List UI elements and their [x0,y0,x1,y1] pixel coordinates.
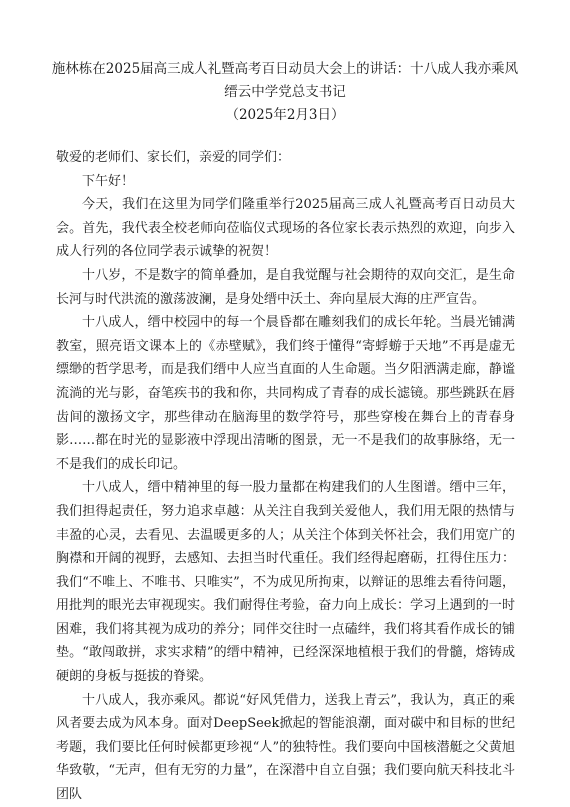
greeting: 下午好！ [82,173,135,189]
title-line-2: 缙云中学党总支书记 [224,84,346,100]
title-date: （2025年2月3日） [225,107,345,123]
paragraph: 十八成人，缙中精神里的每一股力量都在构建我们的人生图谱。缙中三年，我们担得起责任，努力追求卓越：从关注自我到关爱他人，我们用无限的热情与丰盈的心灵，去看见、去温暖更多的人；从关注个体到关怀社会，我们用宽广的胸襟和开阔的视野，去感知、去担当时代重任。我们经得起磨砺，扛得住压力：我们“不唯上、不唯书、只唯实”，不为成见所拘束，以辩证的思维去看待问题，用批判的眼光去审视现实。我们耐得住考验，奋力向上成长：学习上遇到的一时困难，我们将其视为成功的养分；同伴交往时一点磕绊，我们将其看作成长的铺垫。“敢闯敢拼，求实求精”的缙中精神，已经深深地植根于我们的骨髓，熔铸成硬朗的身板与挺拔的脊梁。 [56,480,515,685]
title-line-1: 施林栋在2025届高三成人礼暨高考百日动员大会上的讲话：十八成人我亦乘风 [51,61,519,77]
paragraph: 十八岁，不是数字的简单叠加，是自我觉醒与社会期待的双向交汇，是生命长河与时代洪流的激荡波澜，是身处缙中沃土、奔向星辰大海的庄严宣告。 [56,267,515,307]
paragraph: 十八成人，缙中校园中的每一个晨昏都在雕刻我们的成长年轮。当晨光铺满教室，照亮语文课本上的《赤壁赋》，我们终于懂得“寄蜉蝣于天地”不再是虚无缥缈的哲学思考，而是我们缙中人应当直面的人生命题。当夕阳洒满走廊，静谧流淌的光与影，奋笔疾书的我和你，共同构成了青春的成长滤镜。那些跳跃在唇齿间的激扬文字，那些律动在脑海里的数学符号，那些穿梭在舞台上的青春身影……都在时光的显影液中浮现出清晰的图景，无一不是我们的故事脉络，无一不是我们的成长印记。 [56,315,515,472]
paragraph: 今天，我们在这里为同学们隆重举行2025届高三成人礼暨高考百日动员大会。首先，我代表全校老师向莅临仪式现场的各位家长表示热烈的欢迎，向步入成人行列的各位同学表示诚挚的祝贺！ [56,197,515,260]
speech-title [40,58,530,127]
speech-body [56,146,515,807]
salutation: 敬爱的老师们、家长们，亲爱的同学们： [56,150,291,165]
paragraph: 十八成人，我亦乘风。都说“好风凭借力，送我上青云”，我认为，真正的乘风者要去成为风本身。面对DeepSeek掀起的智能浪潮，面对碳中和目标的世纪考题，我们要比任何时候都更珍视“人”的独特性。我们要向中国核潜艇之父黄旭华致敬，“无声，但有无穷的力量”，在深潜中自立自强；我们要向航天科技北斗团队 [56,692,515,803]
